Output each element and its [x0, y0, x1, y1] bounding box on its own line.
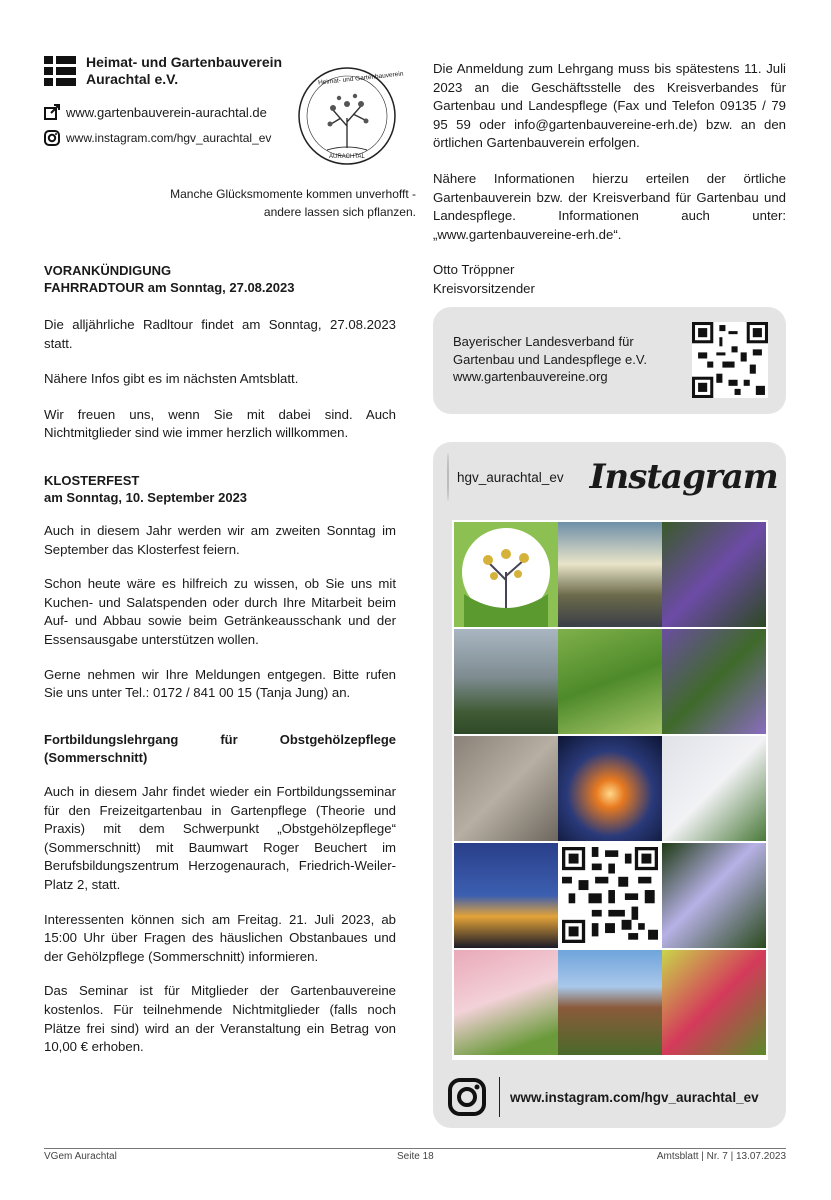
- photo-church-steeple[interactable]: [558, 950, 662, 1055]
- registration-paragraph-1: Die Anmeldung zum Lehrgang muss bis spätestens 11. Juli 2023 an die Geschäftsstelle des Kreisverbandes für Gartenbau und Landespflege (Fax und Telefon 09135 / 79 95 59 oder info@gartenbauvereine-erh.de) bzw. an den örtlichen Gartenbauverein erfolgen.: [433, 61, 786, 151]
- org-name-line2: Aurachtal e.V.: [86, 71, 179, 87]
- card-text: [453, 333, 647, 386]
- footer-right: Amtsblatt | Nr. 7 | 13.07.2023: [656, 1151, 786, 1162]
- instagram-icon: [44, 130, 60, 146]
- kloster-paragraph-3: Gerne nehmen wir Ihre Meldungen entgegen. Bitte rufen Sie uns unter Tel.: 0172 / 841 00 15 (Tanja Jung) an.: [44, 666, 396, 701]
- qr-code-icon: [562, 847, 658, 943]
- qr-code-icon[interactable]: [692, 322, 768, 398]
- photo-bonfire[interactable]: [558, 736, 662, 841]
- course-section: [44, 731, 396, 1057]
- photo-church-interior[interactable]: [454, 950, 558, 1055]
- instagram-panel: [433, 442, 786, 1128]
- org-name-line1: Heimat- und Gartenbauverein: [86, 54, 283, 70]
- card-line2: Gartenbau und Landespflege e.V.: [453, 351, 647, 367]
- bike-title-line2: FAHRRADTOUR am Sonntag, 27.08.2023: [44, 280, 295, 295]
- instagram-link[interactable]: www.instagram.com/hgv_aurachtal_ev: [66, 131, 272, 145]
- club-logo-icon: [454, 522, 558, 627]
- page-footer: [44, 1148, 786, 1162]
- instagram-wordmark: Instagram: [589, 457, 778, 497]
- photo-butterfly-flower[interactable]: [662, 736, 766, 841]
- footer-divider: [499, 1077, 500, 1117]
- bike-section: [44, 262, 396, 443]
- instagram-header: [447, 453, 778, 501]
- course-paragraph-2: Interessenten können sich am Freitag. 21. Juli 2023, ab 15:00 Uhr über Fragen des häuslichen Obstanbaues und der Gehölzpflege (Sommerschnitt) informieren.: [44, 911, 396, 964]
- photo-qr-code[interactable]: [558, 843, 662, 948]
- photo-red-flowers[interactable]: [662, 950, 766, 1055]
- registration-paragraph-2: Nähere Informationen hierzu erteilen der örtliche Gartenbauverein bzw. der Kreisverband für Gartenbau und Landespflege. Informationen auch unter: „www.gartenbauvereine-erh.de“.: [433, 170, 786, 242]
- instagram-footer: [447, 1075, 777, 1119]
- photo-church-tower[interactable]: [454, 629, 558, 734]
- photo-bellflower[interactable]: [662, 843, 766, 948]
- signature-name: Otto Tröppner: [433, 262, 515, 278]
- instagram-handle[interactable]: hgv_aurachtal_ev: [457, 469, 564, 485]
- photo-festival-crowd[interactable]: [558, 522, 662, 627]
- signature-role: Kreisvorsitzender: [433, 280, 535, 296]
- club-quote: [96, 185, 416, 221]
- quote-line1: Manche Glücksmomente kommen unverhofft -: [170, 187, 416, 201]
- footer-page-number: Seite 18: [397, 1151, 434, 1162]
- photo-lavender-bee[interactable]: [662, 522, 766, 627]
- org-logo-icon: [44, 56, 76, 86]
- seal-text-top: Heimat- und Gartenbauverein: [317, 70, 404, 87]
- kloster-title-line1: KLOSTERFEST: [44, 473, 140, 488]
- kloster-paragraph-1: Auch in diesem Jahr werden wir am zweiten Sonntag im September das Klosterfest feiern.: [44, 523, 396, 557]
- instagram-photo-grid: [452, 520, 768, 1060]
- card-line1: Bayerischer Landesverband für: [453, 334, 634, 349]
- quote-line2: andere lassen sich pflanzen.: [263, 205, 416, 219]
- course-paragraph-1: Auch in diesem Jahr findet wieder ein Fortbildungsseminar für den Freizeitgartenbau in Gartenpflege (Theorie und Praxis) mit dem Schwerpunkt „Obstgehölzepflege“ (Sommerschnitt) mit Baumwart Roger Beuchert im Berufsbildungszentrum Herzogenaurach, Friedrich-Weiler-Platz 2, statt.: [44, 784, 396, 892]
- club-logo-icon: [448, 454, 449, 500]
- seal-text-bottom: AURACHTAL: [329, 154, 365, 160]
- avatar[interactable]: [447, 453, 449, 501]
- instagram-icon[interactable]: [447, 1077, 487, 1117]
- course-paragraph-3: Das Seminar ist für Mitglieder der Gartenbauvereine kostenlos. Für teilnehmende Nichtmitglieder (falls noch Plätze frei sind) wird an der Veranstaltung ein Betrag von 10,00 € erhoben.: [44, 983, 396, 1055]
- external-link-icon: [44, 104, 60, 120]
- footer-left: VGem Aurachtal: [44, 1151, 117, 1162]
- org-name: [86, 54, 282, 88]
- bike-title-line1: VORANKÜNDIGUNG: [44, 263, 172, 278]
- photo-hot-air-balloons[interactable]: [454, 843, 558, 948]
- bike-paragraph-3: Wir freuen uns, wenn Sie mit dabei sind. Auch Nichtmitglieder sind wie immer herzlich willkommen.: [44, 406, 396, 441]
- kloster-title-line2: am Sonntag, 10. September 2023: [44, 490, 248, 505]
- card-line3[interactable]: www.gartenbauvereine.org: [453, 369, 608, 384]
- klosterfest-section: [44, 472, 396, 703]
- photo-leaf-droplets[interactable]: [558, 629, 662, 734]
- kloster-paragraph-2: Schon heute wäre es hilfreich zu wissen, ob Sie uns mit Kuchen- und Salatspenden oder durch Ihre Mitarbeit beim Auf- und Abbau sowie beim Getränkeausschank und der Essensausgabe unterstützen wollen.: [44, 576, 396, 647]
- photo-club-logo[interactable]: [454, 522, 558, 627]
- bike-paragraph-1: Die alljährliche Radltour findet am Sonntag, 27.08.2023 statt.: [44, 317, 396, 351]
- bike-paragraph-2: Nähere Infos gibt es im nächsten Amtsblatt.: [44, 371, 299, 387]
- registration-section: [433, 60, 786, 299]
- website-row[interactable]: [44, 104, 267, 120]
- landesverband-card: [433, 307, 786, 414]
- website-link[interactable]: www.gartenbauverein-aurachtal.de: [66, 104, 267, 120]
- photo-snail-stone[interactable]: [454, 736, 558, 841]
- photo-snail-flowers[interactable]: [662, 629, 766, 734]
- instagram-footer-url[interactable]: www.instagram.com/hgv_aurachtal_ev: [510, 1089, 759, 1105]
- instagram-row[interactable]: [44, 130, 271, 146]
- course-title: Fortbildungslehrgang für Obstgehölzepflege (Sommerschnitt): [44, 732, 396, 765]
